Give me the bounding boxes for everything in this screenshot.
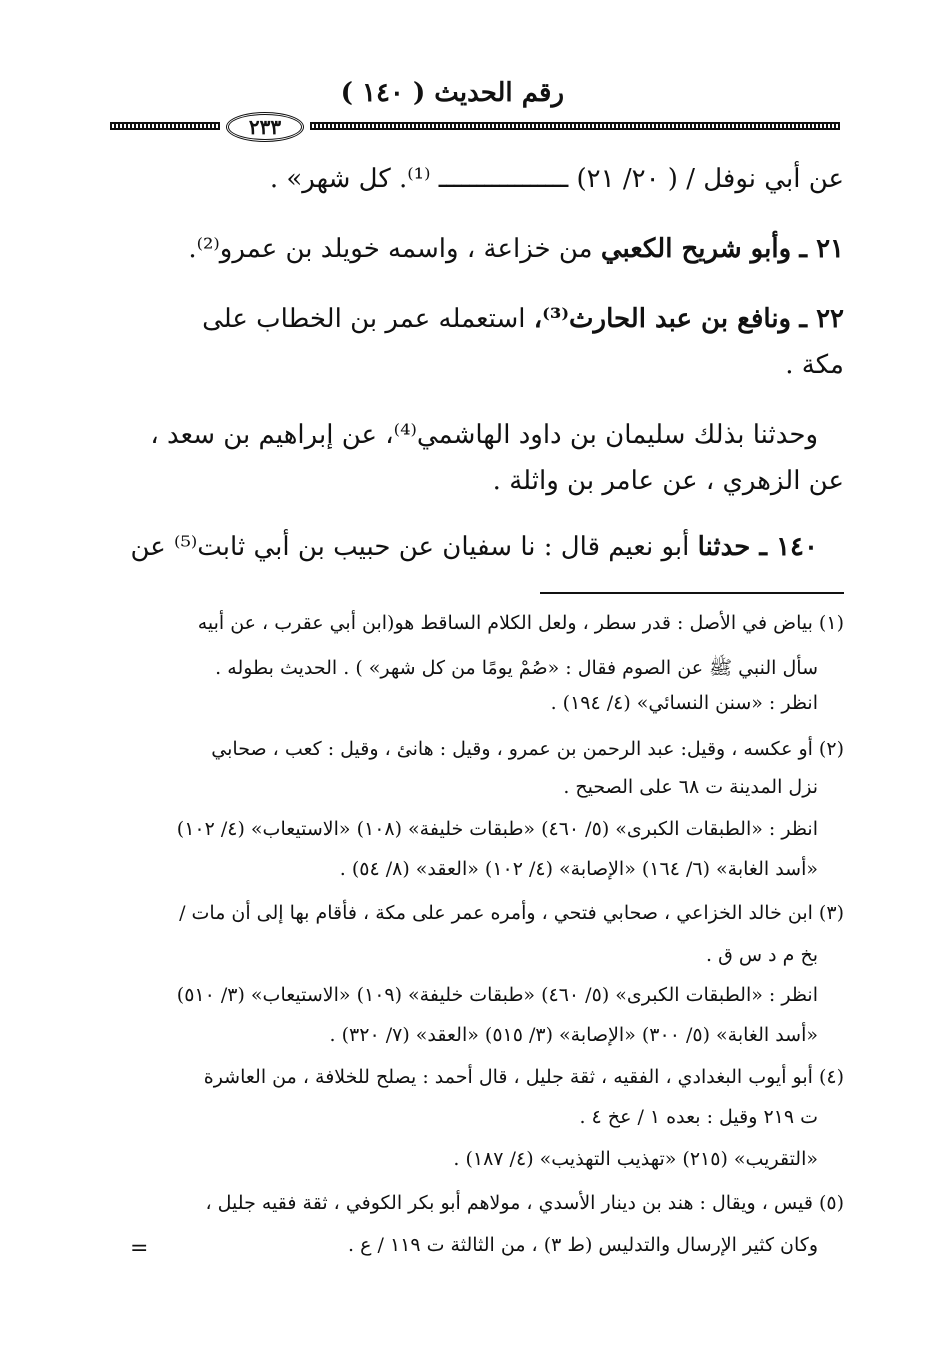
entry-21 bbox=[84, 234, 844, 264]
header-rule-right bbox=[310, 122, 840, 130]
entry-21-number: ٢١ ـ bbox=[799, 234, 844, 264]
footnote-3-line-1: (٣) ابن خالد الخزاعي ، صحابي فتحي ، وأمره عمر على مكة ، فأقام بها إلى أن مات / bbox=[179, 902, 844, 924]
footnote-3-line-2: بخ م د س ق . bbox=[706, 944, 818, 966]
entry-22-continuation: مكة . bbox=[785, 350, 844, 380]
footnote-2-line-2: نزل المدينة ت ٦٨ على الصحيح . bbox=[563, 776, 818, 798]
page-number-badge: ٢٣٣ bbox=[226, 112, 304, 142]
header-rule-left bbox=[110, 122, 220, 130]
chain-line-1: وحدثنا بذلك سليمان بن داود الهاشمي⁽⁴⁾، عن إبراهيم بن سعد ، bbox=[150, 420, 818, 450]
footnote-2-line-4: «أسد الغابة» (٦/ ١٦٤) «الإصابة» (٤/ ١٠٢) «العقد» (٨/ ٥٤) . bbox=[339, 858, 818, 880]
footnote-1-line-1: (١) بياض في الأصل : قدر سطر ، ولعل الكلام الساقط هو(ابن أبي عقرب ، عن أبيه bbox=[197, 612, 844, 634]
entry-22 bbox=[84, 304, 844, 334]
entry-21-name: وأبو شريح الكعبي bbox=[600, 234, 792, 264]
footnote-1-line-2: سأل النبي ﷺ عن الصوم فقال : «صُمْ يومًا من كل شهر» ) . الحديث بطوله . bbox=[215, 657, 818, 679]
body-line-1: عن أبي نوفل / ( ٢٠/ ٢١) ـــــــــــــــــ ⁽¹⁾. كل شهر» . bbox=[269, 164, 844, 194]
hadith-140 bbox=[84, 532, 818, 562]
entry-21-text: من خزاعة ، واسمه خويلد بن عمرو⁽²⁾. bbox=[188, 234, 593, 264]
footnote-separator bbox=[540, 592, 844, 594]
header-rule bbox=[110, 112, 840, 142]
chain-line-2: عن الزهري ، عن عامر بن واثلة . bbox=[492, 466, 844, 496]
footnote-2-line-1: (٢) أو عكسه ، وقيل: عبد الرحمن بن عمرو ، وقيل : هانئ ، وقيل : كعب ، صحابي bbox=[211, 738, 844, 760]
footnote-1-line-3: انظر : «سنن النسائي» (٤/ ١٩٤) . bbox=[550, 692, 818, 714]
footnote-4-line-1: (٤) أبو أيوب البغدادي ، الفقيه ، ثقة جليل ، قال أحمد : يصلح للخلافة ، من العاشرة bbox=[203, 1066, 844, 1088]
footnote-2-line-3: انظر : «الطبقات الكبرى» (٥/ ٤٦٠) «طبقات خليفة» (١٠٨) «الاستيعاب» (٤/ ١٠٢) bbox=[176, 818, 818, 840]
footnote-5-line-2: وكان كثير الإرسال والتدليس (ط ٣) ، من الثالثة ت ١١٩ / ع . bbox=[348, 1234, 818, 1256]
footnote-3-line-4: «أسد الغابة» (٥/ ٣٠٠) «الإصابة» (٣/ ٥١٥) «العقد» (٧/ ٣٢٠) . bbox=[329, 1024, 818, 1046]
footnote-4-line-3: «التقريب» (٢١٥) «تهذيب التهذيب» (٤/ ١٨٧) . bbox=[453, 1148, 818, 1170]
hadith-number: ١٤٠ ـ حدثنا bbox=[697, 532, 818, 562]
entry-22-text: استعمله عمر بن الخطاب على bbox=[202, 304, 526, 334]
hadith-text: أبو نعيم قال : نا سفيان عن حبيب بن أبي ثابت⁽⁵⁾ عن bbox=[130, 532, 690, 562]
footnote-4-line-2: ت ٢١٩ وقيل : بعده ١ / عخ ٤ . bbox=[579, 1106, 818, 1128]
entry-22-name: ونافع بن عبد الحارث⁽³⁾، bbox=[533, 304, 792, 334]
continuation-mark: = bbox=[130, 1236, 149, 1261]
page-header-title: رقم الحديث ( ١٤٠ ) bbox=[340, 78, 564, 108]
footnote-3-line-3: انظر : «الطبقات الكبرى» (٥/ ٤٦٠) «طبقات خليفة» (١٠٩) «الاستيعاب» (٣/ ٥١٠) bbox=[176, 984, 818, 1006]
entry-22-number: ٢٢ ـ bbox=[799, 304, 844, 334]
footnote-5-line-1: (٥) قيس ، ويقال : هند بن دينار الأسدي ، مولاهم أبو بكر الكوفي ، ثقة فقيه جليل ، bbox=[205, 1192, 844, 1214]
